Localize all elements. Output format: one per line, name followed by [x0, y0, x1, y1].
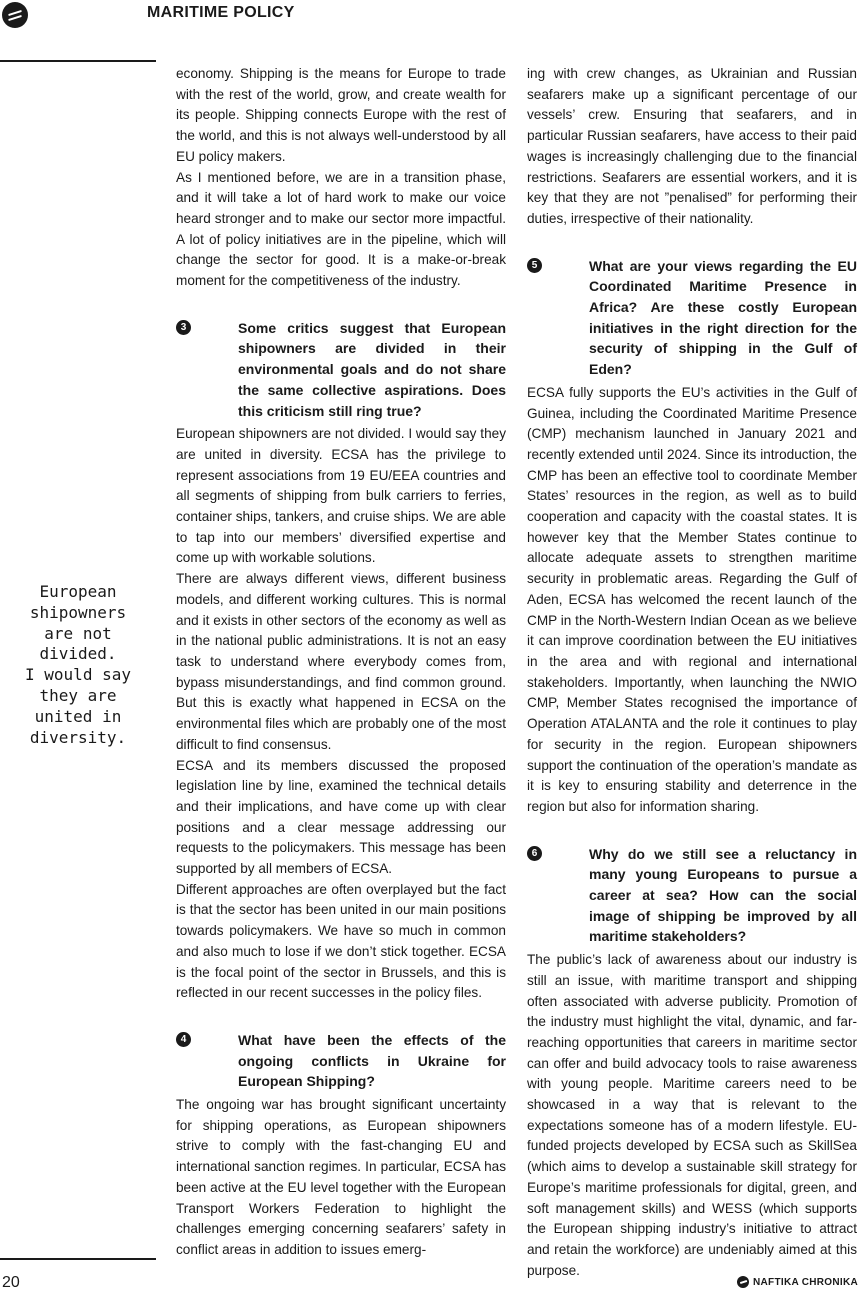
question-4	[176, 1030, 506, 1092]
answer-paragraph: The ongoing war has brought significant uncertainty for shipping operations, as European shipowners strive to comply with the fast-changing EU and international sanction regimes. In particular, ECSA has been active at the EU level together with the European Transport Workers Federation to highlight the challenges emerging concerning seafarers’ safety in conflict areas in addition to issues emerg-	[176, 1097, 506, 1257]
question-3	[176, 318, 506, 422]
footer-brand	[737, 1276, 858, 1288]
question-number-badge: 3	[176, 320, 191, 335]
question-number-badge: 4	[176, 1032, 191, 1047]
pull-quote-line: they are	[39, 685, 117, 705]
publication-logo-icon	[2, 2, 28, 28]
answer-paragraph: ing with crew changes, as Ukrainian and Russian seafarers make up a significant percentage of our vessels’ crew. Ensuring that seafarers, and in particular Russian seafarers, have access to their paid wages is increasingly challenging due to the financial restrictions. Seafarers are essential workers, and it is key that they are not ”penalised” for performing their duties, irrespective of their nationality.	[527, 66, 857, 226]
top-divider	[0, 60, 156, 62]
pull-quote-line: European	[39, 582, 117, 601]
pull-quote-line: are not	[44, 623, 112, 643]
question-number-badge: 6	[527, 846, 542, 861]
pull-quote-line: shipowners	[29, 602, 127, 622]
right-text-column	[527, 64, 857, 1281]
answer-paragraph: There are always different views, different business models, and different working cultures. This is normal and it exists in other sectors of the economy as well as in the national public administrations. It is not an easy task to understand where everybody comes from, bypass misunderstandings, and find common ground. But this is exactly what happened in ECSA on the environmental files which are probably one of the most difficult to find consensus.	[176, 571, 506, 752]
question-number-badge: 5	[527, 258, 542, 273]
pull-quote-line: united in	[34, 706, 122, 726]
left-text-column	[176, 64, 506, 1261]
section-title: MARITIME POLICY	[147, 4, 295, 21]
question-5	[527, 256, 857, 380]
answer-paragraph: ECSA and its members discussed the proposed legislation line by line, examined the technical details and their implications, and have come up with clear positions and a clear message addressing our requests to the policymakers. This message has been supported by all members of ECSA.	[176, 757, 506, 877]
pull-quote-line: diversity.	[29, 727, 127, 747]
question-text: What have been the effects of the ongoing conflicts in Ukraine for European Shipping?	[238, 1031, 506, 1090]
bottom-divider	[0, 1258, 156, 1260]
brand-logo-icon	[737, 1276, 749, 1288]
question-text: Why do we still see a reluctancy in many young Europeans to pursue a career at sea? How can the social image of shipping be improved by all maritime stakeholders?	[589, 845, 857, 945]
question-text: What are your views regarding the EU Coordinated Maritime Presence in Africa? Are these costly European initiatives in the right direction for the security of shipping in the Gulf of Eden?	[589, 257, 857, 378]
brand-name: NAFTIKA CHRONIKA	[753, 1276, 858, 1288]
answer-paragraph: The public’s lack of awareness about our industry is still an issue, with maritime transport and shipping often associated with adverse publicity. Promotion of the industry must highlight the vital, dynamic, and far-reaching opportunities that careers in maritime sector can offer and build advocacy tools to raise awareness with young people. Maritime careers need to be showcased in a way that is relevant to the expectations someone has of a modern lifestyle. EU-funded projects developed by ECSA such as SkillSea (which aims to develop a sustainable skill strategy for Europe’s maritime professionals for digital, green, and soft management skills) and WESS (which supports the European shipping industry’s initiative to attract and retain the workforce) are undeniably aimed at this purpose.	[527, 952, 857, 1278]
pull-quote-line: divided.	[39, 644, 117, 664]
pull-quote	[0, 582, 156, 748]
question-text: Some critics suggest that European shipowners are divided in their environmental goals and do not share the same collective aspirations. Does this criticism still ring true?	[238, 319, 506, 419]
pull-quote-line: I would say	[25, 665, 131, 685]
question-6	[527, 844, 857, 948]
page-number: 20	[2, 1274, 20, 1291]
body-paragraph: As I mentioned before, we are in a transition phase, and it will take a lot of hard work to make our voice heard stronger and to make our sector more impactful. A lot of policy initiatives are in the pipeline, which will change the sector for good. It is a make-or-break moment for the competitiveness of the industry.	[176, 169, 506, 289]
answer-paragraph: ECSA fully supports the EU’s activities in the Gulf of Guinea, including the Coordinated Maritime Presence (CMP) mechanism launched in January 2021 and recently extended until 2024. Since its introduction, the CMP has been an effective tool to coordinate Member States’ resources in the region, as well as to build cooperation and capacity with the coastal states. It is however key that the Member States continue to allocate adequate assets to strengthen maritime security in problematic areas. Regarding the Gulf of Aden, ECSA has welcomed the recent launch of the CMP in the North-Western Indian Ocean as we believe it can improve coordination between the EU initiatives in the area and with regional and international stakeholders. Importantly, when launching the NWIO CMP, Member States recognised the importance of Operation ATALANTA and the role it continues to play for security in the region. European shipowners support the continuation of the operation’s mandate as it is key to ensuring stability and deterrence in the region but also for information sharing.	[527, 384, 857, 814]
answer-paragraph: Different approaches are often overplayed but the fact is that the sector has been united in our main positions towards policymakers. We have so much in common and also much to lose if we don’t stick together. ECSA is the focal point of the sector in Brussels, and this is reflected in our recent successes in the policy files.	[176, 881, 506, 1001]
body-paragraph: economy. Shipping is the means for Europe to trade with the rest of the world, grow, and create wealth for its people. Shipping connects Europe with the rest of the world, and this is not always well-understood by all EU policy makers.	[176, 66, 506, 164]
answer-paragraph: European shipowners are not divided. I would say they are united in diversity. ECSA has the privilege to represent associations from 19 EU/EEA countries and all segments of shipping from bulk carriers to ferries, container ships, tankers, and cruise ships. We are able to tap into our members’ diversified expertise and come up with workable solutions.	[176, 426, 506, 566]
